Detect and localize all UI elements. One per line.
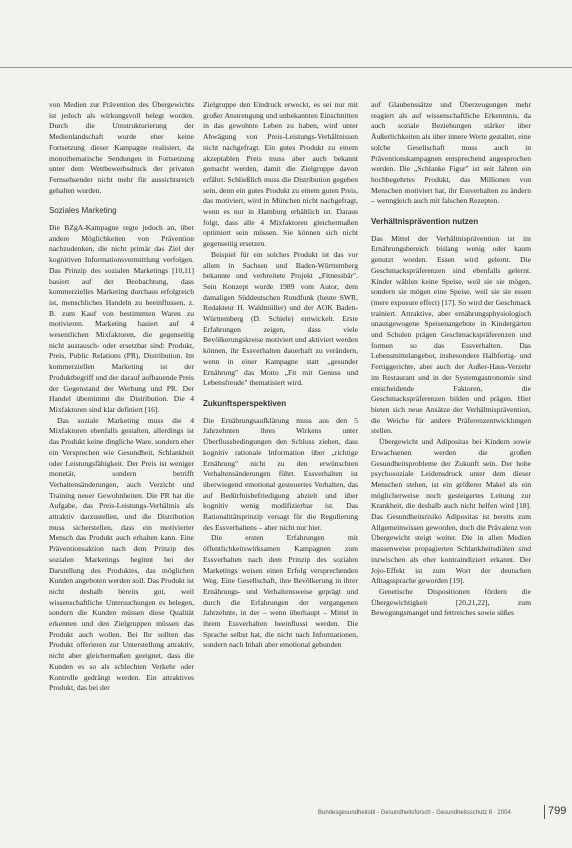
paragraph: Übergewicht und Adipositas bei Kindern sowie Erwachsenen werden die großen Gesundheitsprobleme der Zukunft sein. Der hohe psychosoziale Leidensdruck unter dem dieser Menschen stehen, ist ein größerer Makel als ein möglicherweise noch gesteigertes Leitung zur Krankheit, die deshalb auch nicht helfen wird [18]. Das Gesundheitsrisiko Adipositas ist bereits zum Allgemeinwissen geworden, doch die Prävalenz von Übergewicht steigt weiter. Die in allen Medien massenweise propagierten Schlankheitsdiäten sind inzwischen als eher kontraindiziert erkannt. Der Jojo-Effekt ist zum Wort der deutschen Alltagssprache geworden [19]. [371,437,531,586]
header-rule [0,67,572,68]
page-number: 799 [548,805,567,817]
paragraph: Die BZgA-Kampagne regte jedoch an, über andere Möglichkeiten von Prävention nachzudenken, die nicht primär das Ziel der kognitiven Informationsvermittlung verfolgen. Das Prinzip des sozialen Marketings [10,11] basiert auf der Beobachtung, dass kommerzielles Marketing durchaus erfolgreich ist, menschliches Handeln zu beeinflussen, z. B. zum Kauf von bestimmten Waren zu motivieren. Marketing basiert auf 4 wesentlichen Mixfaktoren, die gegenseitig nicht austausch- oder ersetzbar sind: Produkt, Preis, Public Relations (PR), Distribution. Im kommerziellen Marketing ist der Produktbegriff und der darauf aufbauende Preis der Gegenstand der Werbung und PR. Der Handel übernimmt die Distribution. Die 4 Mixfaktoren sind klar definiert [16]. [49,223,194,414]
paragraph: Das soziale Marketing muss die 4 Mixfaktoren ebenfalls gestalten, allerdings ist das Produkt keine dingliche Ware, sondern eher ein Versprechen wie Gesundheit, Schlankheit oder Leistungsfähigkeit. Der Preis ist weniger monetär, sondern betrifft Verhaltensänderungen, auch Verzicht und Training neuer Gewohnheiten. Die PR hat die Aufgabe, das Preis-Leistungs-Verhältnis als attraktiv darzustellen, und die Distribution muss sicherstellen, dass ein motivierter Mensch das Produkt auch erhalten kann. Eine Präventionsaktion nach dem Prinzip des sozialen Marketings beginnt bei der Darstellung des Produktes, das möglichen Kunden angeboten werden soll. Das Produkt ist nicht deshalb bereits gut, weil wissenschaftliche Untersuchungen es belegen, sondern die Kunden müssen diese Qualität erkennen und den Zielgruppen müssen das Produkt auch wollen. Bei Ihr sollten das Produkt offerieren zur Unterstellung attraktiv, nicht aber gleichermaßen geeignet, dass die Kunden es so als schlechten Verkehr oder Kontrolle gedrängt werden. Ein attraktives Produkt, das bei der [49,415,194,693]
footer-divider [544,805,545,819]
paragraph: Beispiel für ein solches Produkt ist das vor allem in Sachsen und Baden-Württemberg bekannte und verbreitete Projekt „Fitnessbär". Sein Konzept wurde 1989 vom Autor, dem damaligen Süddeutschen Rundfunk (heute SWR, Redakteur H. Waldmüller) und der AOK Baden-Württemberg (D. Schiele) entwickelt. Erste Erfahrungen zeigen, dass viele Bevölkerungskreise motiviert und aktiviert werden können, ihr Essverhalten dauerhaft zu verändern, wenn in einer Kampagne statt „gesunder Ernährung" das Motto „Fit mit Genuss und Lebensfreude" thematisiert wird. [203,249,358,388]
section-heading: Soziales Marketing [49,206,117,216]
paragraph: Das Mittel der Verhältnisprävention ist im Ernährungsbereich bislang wenig oder kaum genutzt worden. Essen wird gelernt. Die Geschmackspräferenzen sind ebenfalls gelernt. Kinder wählen keine Speise, weil sie sie mögen, sondern sie mögen eine Speise, weil sie sie essen (mere exposure effect) [17]. So wird der Geschmack trainiert. Attraktive, aber ernährungsphysiologisch unausgewogene Speisenangebote in Kindergärten und Schulen prägen Geschmackspräferenzen und formen so das Essverhalten. Das Lebensmittelangebot, insbesondere Halbfertig- und Fertiggerichte, aber auch der Außer-Haus-Verzehr im Restaurant und in der Systemgastronomie sind entscheidende Faktoren, die Geschmackspräferenzen bilden und prägen. Hier bieten sich neue Ansätze der Verhältnisprävention, die Weiche für andere Präferenzentwicklungen stellen. [371,233,531,436]
paragraph: Die Ernährungsaufklärung muss aus den 5 Jahrzehnten ihres Wirkens unter Überflussbedingungen den Schluss ziehen, dass kognitiv rationale Information über „richtige Ernährung" nicht zu den erwünschten Verhaltensänderungen führt. Essverhalten ist überwiegend emotional gesteuertes Verhalten, das auf Bedürfnisbefriedigung abzielt und über kognitiv wenig modifizierbar ist. Das Rationalitätsprinzip versagt für die Regulierung des Essverhaltens – aber nicht nur hier. [203,415,358,532]
paragraph: Zielgruppe den Eindruck erweckt, es sei nur mit großer Anstrengung und unbekannten Einschnitten in das gewohnte Leben zu haben, wird unter Abwägung von Preis-Leistungs-Verhältnissen nicht nachgefragt. Ein gutes Produkt zu einem akzeptablen Preis muss aber auch bekannt gemacht werden, damit die Zielgruppe davon erfährt. Schließlich muss die Distribution gegeben sein, denn ein gutes Produkt zu einem guten Preis, das motiviert, wird in München nicht nachgefragt, wenn es nur in Hamburg erhältlich ist. Daraus folgt, dass alle 4 Mixfaktoren gleichermaßen optimiert sein müssen. Sie können sich nicht gegenseitig ersetzen. [203,100,358,249]
column-1 [49,100,194,694]
paragraph: Die ersten Erfahrungen mit öffentlichkeitswirksamen Kampagnen zum Essverhalten nach dem Prinzip des sozialen Marketings weisen einen Erfolg versprechenden Weg. Eine Gesellschaft, ihre Bevölkerung in ihrer Ernährungs- und Verhaltensweise geprägt und durch die Erfahrungen der vergangenen Jahrzehnte, in der – wenn überhaupt – Mittel in ihrem Essverhalten beeinflusst werden. Die Sprache selbst hat, die nicht nach Informationen, sondern nach Inhalt aber emotional gebunden [203,533,358,650]
paragraph: von Medien zur Prävention des Übergewichts ist jedoch als wirkungsvoll belegt worden. Durch die Umstrukturierung der Medienlandschaft wurde eher keine Fortsetzung dieser Kampagne realisiert, da monothematische Sendungen in Fortsetzung unter dem Wettbewerbsdruck der privaten Fernsehsender nicht mehr für aussichtsreich gehalten wurden. [49,100,194,195]
column-3 [371,100,531,619]
paragraph: auf Glaubenssätze und Überzeugungen mehr reagiert als auf wissenschaftliche Erkenntnis, da auch soziale Beziehungen stärker über Äußerlichkeiten als über innere Werte gestaltet, eine solche Gesellschaft muss auch in Präventionskampagnen entsprechend angesprochen werden. Die „Schlanke Figur" ist seit Jahren ein hochbegehrtes Produkt, das Millionen von Menschen motiviert hat, ihr Essverhalten zu ändern – wenngleich auch mit falschen Rezepten. [371,100,531,206]
section-heading: Zukunftsperspektiven [203,398,287,408]
journal-footer: Bundesgesundheitsbl - Gesundheitsforsch - Gesundheitsschutz 8 · 2004 [318,810,511,816]
column-2 [203,100,358,651]
paragraph: Genetische Dispositionen fördern die Übergewichtigkeit [20,21,22], zum Bewegungsmangel und fettreiches sowie süßes [371,586,531,618]
section-heading: Verhältnisprävention nutzen [371,217,479,227]
